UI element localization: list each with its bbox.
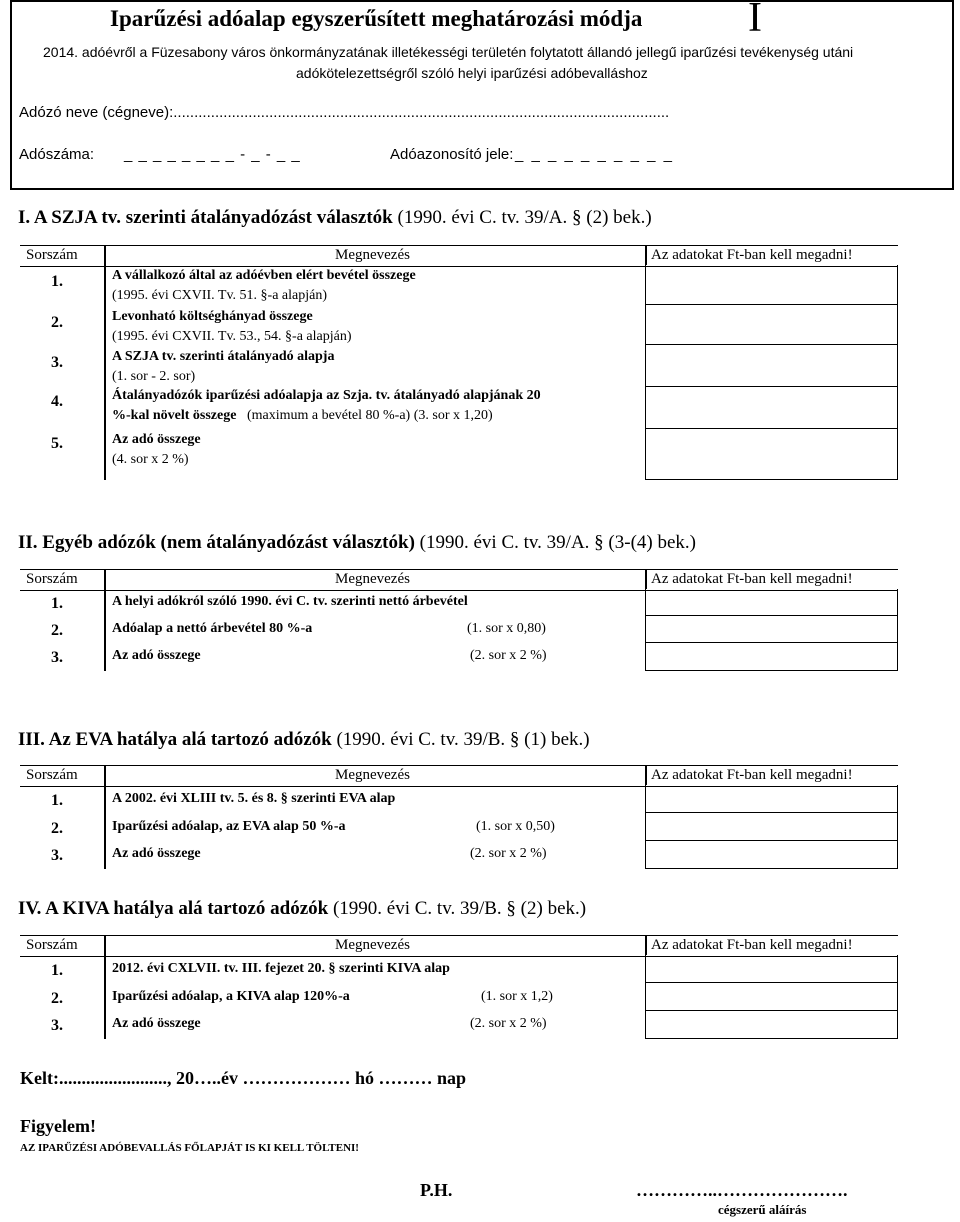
row-number: 3.	[51, 354, 63, 371]
row-label: A helyi adókról szóló 1990. évi C. tv. szerinti nettó árbevétel	[112, 594, 468, 609]
taxpayer-name-field[interactable]: Adózó neve (cégneve):.......................................................................................................................	[19, 104, 670, 121]
col-header-amount: Az adatokat Ft-ban kell megadni!	[651, 571, 853, 587]
intro-line-2: adókötelezettségről szóló helyi iparűzési adóbevalláshoz	[296, 65, 648, 81]
row-formula: (2. sor x 2 %)	[470, 846, 547, 861]
section-4-table	[20, 935, 898, 1039]
row-number: 2.	[51, 314, 63, 331]
section-3-heading	[18, 729, 590, 751]
row-label: Az adó összege	[112, 648, 201, 663]
row-formula: (2. sor x 2 %)	[470, 1016, 547, 1031]
row-label: A 2002. évi XLIII tv. 5. és 8. § szerinti EVA alap	[112, 791, 396, 806]
row-formula: (2. sor x 2 %)	[470, 648, 547, 663]
col-header-number: Sorszám	[26, 937, 78, 953]
row-label: Az adó összege	[112, 1016, 201, 1031]
row-label: Az adó összege	[112, 846, 201, 861]
table-header	[20, 765, 898, 787]
signature-label: cégszerű aláírás	[718, 1202, 807, 1217]
col-header-name: Megnevezés	[335, 571, 410, 587]
section-4-heading	[18, 898, 586, 920]
section-1-title: I. A SZJA tv. szerinti átalányadózást választók	[18, 207, 393, 228]
section-3-table	[20, 765, 898, 869]
col-header-name: Megnevezés	[335, 937, 410, 953]
section-2-heading	[18, 532, 696, 554]
row-number: 1.	[51, 792, 63, 809]
section-1-table	[20, 245, 898, 480]
row-label: A SZJA tv. szerinti átalányadó alapja (1. sor - 2. sor)	[112, 349, 335, 384]
tax-number-field[interactable]: _ _ _ _ _ _ _ _ - _ - _ _	[124, 146, 301, 163]
row-number: 2.	[51, 990, 63, 1007]
row-number: 2.	[51, 820, 63, 837]
row-label: Levonható költséghányad összege (1995. évi CXVII. Tv. 53., 54. §-a alapján)	[112, 309, 352, 344]
amount-field-4-2[interactable]	[645, 983, 898, 1011]
amount-field-3-2[interactable]	[645, 813, 898, 841]
row-number: 5.	[51, 435, 63, 452]
amount-field-1-3[interactable]	[645, 345, 898, 387]
date-field[interactable]: Kelt:........................, 20…..év ……………… hó ……… nap	[20, 1068, 467, 1088]
amount-field-2-3[interactable]	[645, 643, 898, 671]
section-3-reference: (1990. évi C. tv. 39/B. § (1) bek.)	[331, 729, 590, 750]
row-number: 1.	[51, 273, 63, 290]
table-header	[20, 935, 898, 957]
amount-field-4-3[interactable]	[645, 1011, 898, 1039]
row-number: 2.	[51, 622, 63, 639]
row-number: 3.	[51, 1017, 63, 1034]
stamp-label: P.H.	[420, 1180, 453, 1200]
section-2-reference: (1990. évi C. tv. 39/A. § (3-(4) bek.)	[414, 532, 696, 553]
section-2-title: II. Egyéb adózók (nem átalányadózást választók)	[18, 532, 415, 553]
col-header-amount: Az adatokat Ft-ban kell megadni!	[651, 937, 853, 953]
row-formula: (1. sor x 0,50)	[476, 819, 555, 834]
row-label: Adóalap a nettó árbevétel 80 %-a	[112, 621, 313, 636]
section-3-title: III. Az EVA hatálya alá tartozó adózók	[18, 729, 332, 750]
amount-field-3-1[interactable]	[645, 785, 898, 813]
table-header	[20, 569, 898, 591]
col-header-number: Sorszám	[26, 571, 78, 587]
intro-line-1: 2014. adóévről a Füzesabony város önkormányzatának illetékességi területén folytatott állandó jellegű iparűzési tevékenység utáni	[43, 44, 854, 60]
row-label: 2012. évi CXLVII. tv. III. fejezet 20. § szerinti KIVA alap	[112, 961, 450, 976]
row-number: 1.	[51, 595, 63, 612]
amount-field-1-2[interactable]	[645, 305, 898, 345]
amount-field-2-2[interactable]	[645, 616, 898, 643]
col-header-number: Sorszám	[26, 767, 78, 783]
col-header-name: Megnevezés	[335, 247, 410, 263]
row-label: Átalányadózók iparűzési adóalapja az Szja. tv. átalányadó alapjának 20 %-kal növelt összege (maximum a bevétel 80 %-a) (3. sor x 1,20)	[112, 388, 541, 423]
section-4-title: IV. A KIVA hatálya alá tartozó adózók	[18, 898, 329, 919]
col-header-amount: Az adatokat Ft-ban kell megadni!	[651, 767, 853, 783]
amount-field-1-4[interactable]	[645, 387, 898, 429]
row-label: A vállalkozó által az adóévben elért bevétel összege (1995. évi CXVII. Tv. 51. §-a alapján)	[112, 268, 416, 303]
warning-text: AZ IPARŰZÉSI ADÓBEVALLÁS FŐLAPJÁT IS KI KELL TÖLTENI!	[20, 1142, 359, 1154]
row-number: 1.	[51, 962, 63, 979]
amount-field-4-1[interactable]	[645, 955, 898, 983]
section-4-reference: (1990. évi C. tv. 39/B. § (2) bek.)	[328, 898, 587, 919]
form-title: Iparűzési adóalap egyszerűsített meghatározási módja	[110, 6, 643, 31]
section-1-heading	[18, 207, 652, 229]
col-header-amount: Az adatokat Ft-ban kell megadni!	[651, 247, 853, 263]
col-header-number: Sorszám	[26, 247, 78, 263]
warning-title: Figyelem!	[20, 1116, 96, 1136]
row-number: 4.	[51, 393, 63, 410]
section-2-table	[20, 569, 898, 671]
tax-number-label: Adószáma:	[19, 146, 95, 163]
row-label: Iparűzési adóalap, az EVA alap 50 %-a	[112, 819, 346, 834]
table-header	[20, 245, 898, 267]
amount-field-1-5[interactable]	[645, 429, 898, 480]
form-number: I	[748, 0, 762, 41]
signature-line[interactable]: …………..………………….	[636, 1180, 848, 1200]
amount-field-2-1[interactable]	[645, 589, 898, 616]
amount-field-1-1[interactable]	[645, 265, 898, 305]
row-number: 3.	[51, 847, 63, 864]
row-label: Az adó összege (4. sor x 2 %)	[112, 432, 201, 467]
row-number: 3.	[51, 649, 63, 666]
col-header-name: Megnevezés	[335, 767, 410, 783]
section-1-reference: (1990. évi C. tv. 39/A. § (2) bek.)	[392, 207, 652, 228]
tax-id-label: Adóazonosító jele:	[390, 146, 514, 163]
row-formula: (1. sor x 0,80)	[467, 621, 546, 636]
row-label: Iparűzési adóalap, a KIVA alap 120%-a	[112, 989, 350, 1004]
tax-id-field[interactable]: _ _ _ _ _ _ _ _ _ _	[515, 146, 674, 163]
row-formula: (1. sor x 1,2)	[481, 989, 553, 1004]
amount-field-3-3[interactable]	[645, 841, 898, 869]
